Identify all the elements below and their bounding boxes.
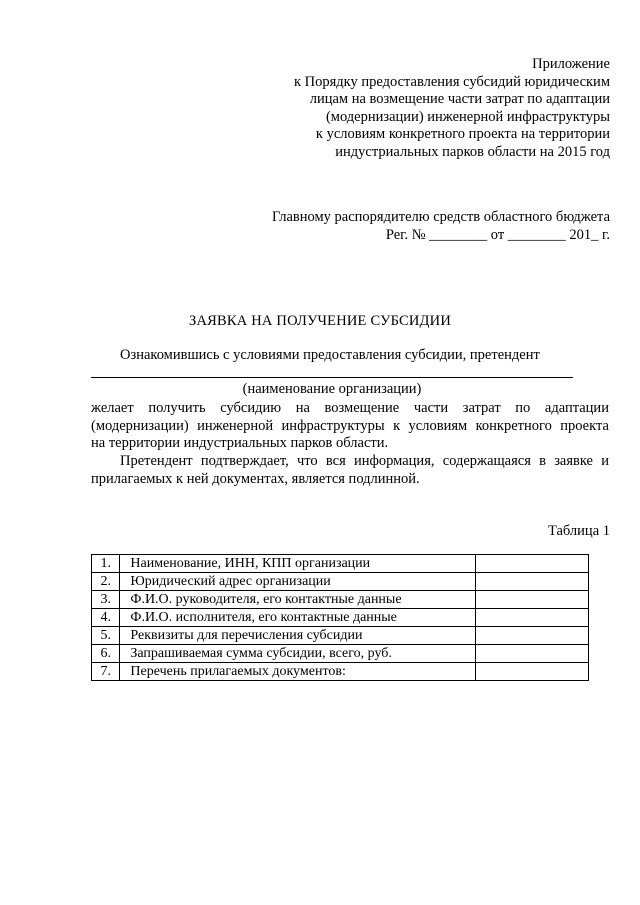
row-label: Запрашиваемая сумма субсидии, всего, руб. xyxy=(120,645,476,663)
appendix-line: (модернизации) инженерной инфраструктуры xyxy=(325,108,610,125)
row-value-cell[interactable] xyxy=(476,609,589,627)
body-line-3: на территории индустриальных парков области. xyxy=(91,435,389,451)
appendix-line: индустриальных парков области на 2015 год xyxy=(335,143,610,160)
body-line-1: желает получить субсидию на возмещение части затрат по адаптации xyxy=(91,400,609,416)
document-title: ЗАЯВКА НА ПОЛУЧЕНИЕ СУБСИДИИ xyxy=(189,313,451,329)
organization-name-blank xyxy=(91,377,573,378)
confirm-line-2: прилагаемых к ней документах, является подлинной. xyxy=(91,470,420,487)
organization-caption: (наименование организации) xyxy=(242,381,422,397)
row-number: 2. xyxy=(92,573,120,591)
confirm-line-1: Претендент подтверждает, что вся информация, содержащаяся в заявке и xyxy=(120,453,609,469)
appendix-line: лицам на возмещение части затрат по адаптации xyxy=(309,91,610,107)
body-line-2: (модернизации) инженерной инфраструктуры к условиям конкретного проекта xyxy=(91,417,609,434)
intro-text: Ознакомившись с условиями предоставления субсидии, претендент xyxy=(120,347,540,363)
appendix-block xyxy=(190,56,610,161)
row-number: 4. xyxy=(92,609,120,627)
addressee-line: Главному распорядителю средств областного бюджета xyxy=(271,209,610,225)
table-row xyxy=(92,609,589,627)
table-row xyxy=(92,627,589,645)
appendix-line: к Порядку предоставления субсидий юридическим xyxy=(293,73,610,90)
row-number: 7. xyxy=(92,663,120,681)
table-row xyxy=(92,555,589,573)
row-label: Юридический адрес организации xyxy=(120,573,476,591)
row-label: Реквизиты для перечисления субсидии xyxy=(120,627,476,645)
row-label: Ф.И.О. руководителя, его контактные данные xyxy=(120,591,476,609)
appendix-line: Приложение xyxy=(532,56,610,72)
confirmation-paragraph xyxy=(91,453,609,488)
row-value-cell[interactable] xyxy=(476,591,589,609)
row-value-cell[interactable] xyxy=(476,555,589,573)
row-number: 6. xyxy=(92,645,120,663)
row-value-cell[interactable] xyxy=(476,573,589,591)
table-row xyxy=(92,591,589,609)
table-row xyxy=(92,645,589,663)
row-label: Перечень прилагаемых документов: xyxy=(120,663,476,681)
row-value-cell[interactable] xyxy=(476,627,589,645)
table-row xyxy=(92,663,589,681)
row-label: Ф.И.О. исполнителя, его контактные данные xyxy=(120,609,476,627)
row-number: 1. xyxy=(92,555,120,573)
application-table xyxy=(91,554,589,681)
row-number: 5. xyxy=(92,627,120,645)
row-value-cell[interactable] xyxy=(476,663,589,681)
row-label: Наименование, ИНН, КПП организации xyxy=(120,555,476,573)
row-value-cell[interactable] xyxy=(476,645,589,663)
row-number: 3. xyxy=(92,591,120,609)
table-row xyxy=(92,573,589,591)
appendix-line: к условиям конкретного проекта на территории xyxy=(315,126,610,142)
registration-line: Рег. № ________ от ________ 201_ г. xyxy=(385,226,610,243)
addressee-block xyxy=(190,209,610,244)
body-paragraph xyxy=(91,400,609,453)
table-label: Таблица 1 xyxy=(547,523,610,539)
